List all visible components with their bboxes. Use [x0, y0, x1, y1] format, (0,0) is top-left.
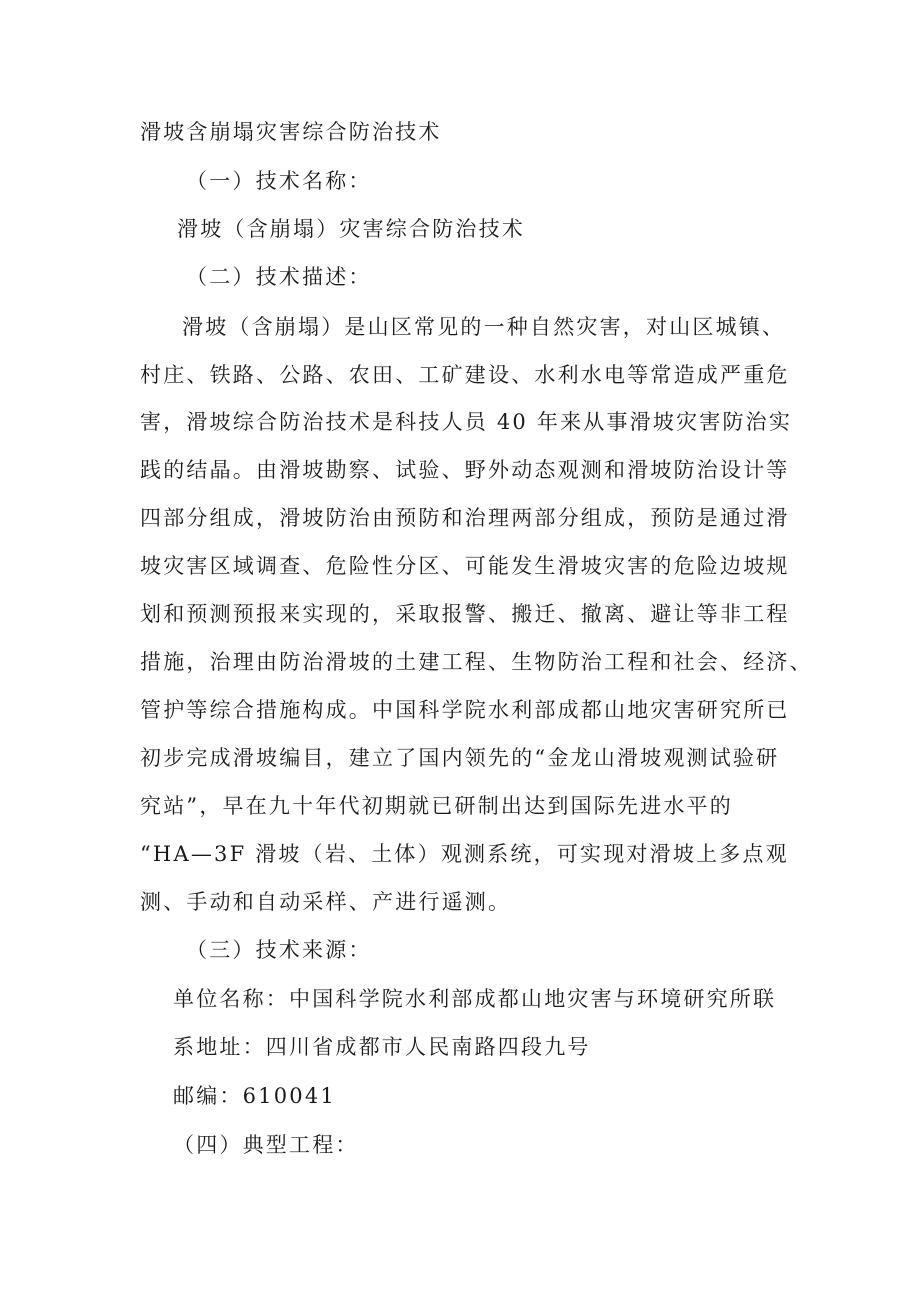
- source-address-line: 系地址：四川省成都市人民南路四段九号: [173, 1035, 591, 1059]
- description-line: 测、手动和自动采样、产进行遥测。: [140, 890, 512, 914]
- section-heading-description: （二）技术描述：: [186, 265, 372, 289]
- description-line: 坡灾害区域调查、危险性分区、可能发生滑坡灾害的危险边坡规: [140, 554, 790, 578]
- description-line: 措施，治理由防治滑坡的土建工程、生物防治工程和社会、经济、: [140, 650, 813, 674]
- description-line: “HA—3F 滑坡（岩、土体）观测系统，可实现对滑坡上多点观: [140, 842, 789, 866]
- section-heading-name: （一）技术名称：: [186, 169, 372, 193]
- description-line: 害，滑坡综合防治技术是科技人员 40 年来从事滑坡灾害防治实: [140, 410, 793, 434]
- section-heading-source: （三）技术来源：: [186, 938, 372, 962]
- description-line: 管护等综合措施构成。中国科学院水利部成都山地灾害研究所已: [140, 698, 790, 722]
- technology-name-text: 滑坡（含崩塌）灾害综合防治技术: [177, 217, 525, 241]
- description-line: 村庄、铁路、公路、农田、工矿建设、水利水电等常造成严重危: [140, 363, 790, 387]
- description-line: 滑坡（含崩塌）是山区常见的一种自然灾害，对山区城镇、: [182, 315, 786, 339]
- source-unit-line: 单位名称：中国科学院水利部成都山地灾害与环境研究所联: [173, 987, 777, 1011]
- section-heading-typical-projects: （四）典型工程：: [173, 1133, 359, 1157]
- description-line: 四部分组成，滑坡防治由预防和治理两部分组成，预防是通过滑: [140, 506, 790, 530]
- source-postcode-line: 邮编：610041: [173, 1084, 336, 1108]
- description-line: 划和预测预报来实现的，采取报警、搬迁、撤离、避让等非工程: [140, 602, 790, 626]
- document-title: 滑坡含崩塌灾害综合防治技术: [140, 120, 442, 144]
- description-line: 究站”，早在九十年代初期就已研制出达到国际先进水平的: [140, 794, 733, 818]
- description-line: 初步完成滑坡编目，建立了国内领先的“金龙山滑坡观测试验研: [140, 746, 780, 770]
- description-line: 践的结晶。由滑坡勘察、试验、野外动态观测和滑坡防治设计等: [140, 458, 790, 482]
